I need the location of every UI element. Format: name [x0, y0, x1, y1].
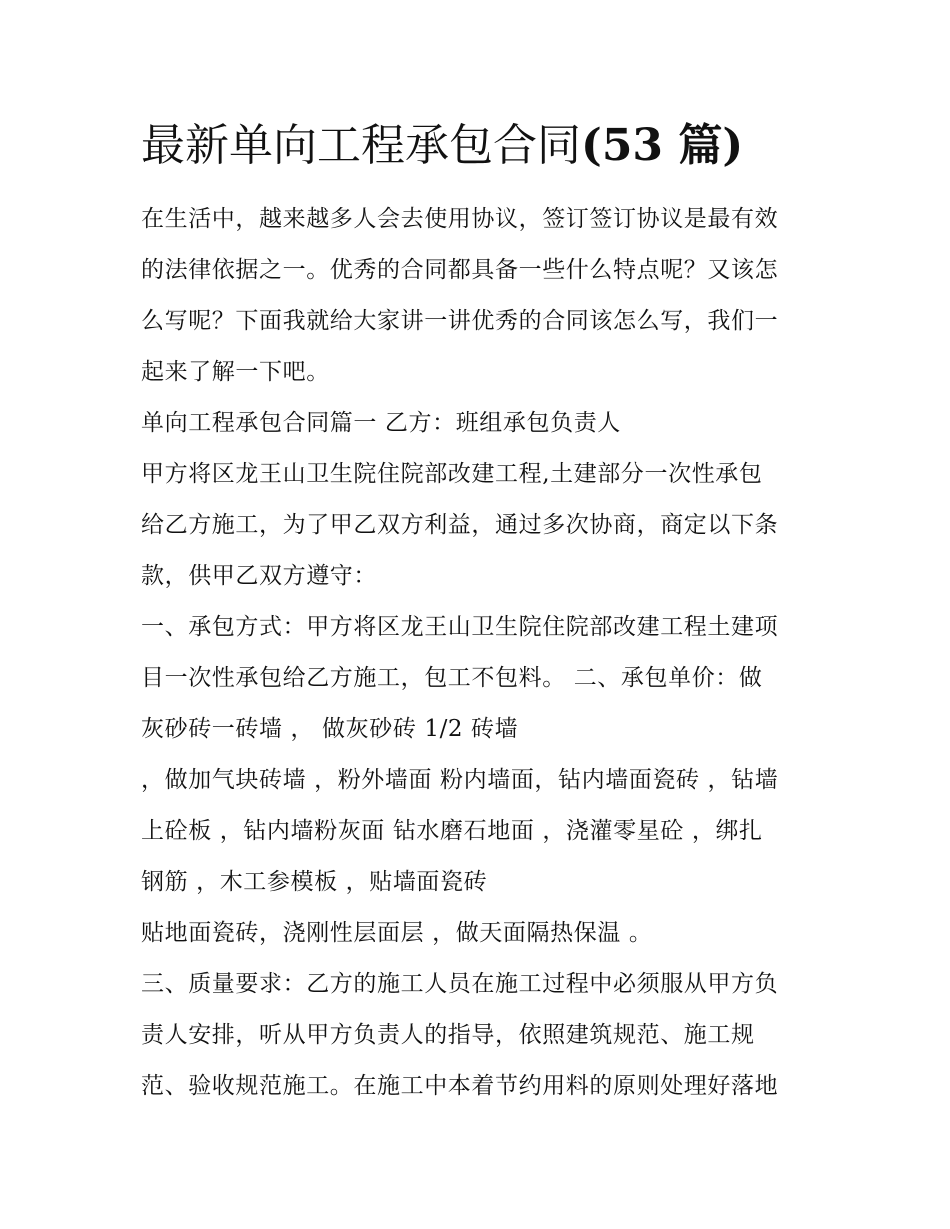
text-line: 目一次性承包给乙方施工，包工不包料。 二、承包单价：做 [141, 665, 763, 691]
text-line: 上砼板 ，钻内墙粉灰面 钻水磨石地面 ，浇灌零星砼 ，绑扎 [141, 818, 763, 844]
document-page [141, 112, 813, 1112]
text-line: 钢筋 ，木工参模板 ，贴墙面瓷砖 [141, 869, 488, 895]
text-line: ，做加气块砖墙 ，粉外墙面 粉内墙面，钻内墙面瓷砖 ，钻墙 [141, 767, 779, 793]
paragraph-section-heading [141, 398, 813, 449]
paragraph-price-items-cont [141, 908, 813, 959]
text-line: 在生活中，越来越多人会去使用协议，签订签订协议是最有效 [141, 206, 779, 232]
paragraph-preamble [141, 449, 813, 602]
text-line: 的法律依据之一。优秀的合同都具备一些什么特点呢？又该怎 [141, 257, 779, 283]
text-line: 三、质量要求：乙方的施工人员在施工过程中必须服从甲方负 [141, 971, 779, 997]
text-line: 一、承包方式：甲方将区龙王山卫生院住院部改建工程土建项 [141, 614, 779, 640]
paragraph-intro [141, 194, 813, 398]
title-suffix: (53 篇) [581, 120, 744, 171]
text-line: 起来了解一下吧。 [141, 359, 330, 385]
text-line: 贴地面瓷砖，浇刚性层面层 ，做天面隔热保温 。 [141, 920, 653, 946]
text-line: 给乙方施工，为了甲乙双方利益，通过多次协商，商定以下条 [141, 512, 779, 538]
text-line: 甲方将区龙王山卫生院住院部改建工程,土建部分一次性承包 [141, 461, 763, 487]
text-line: 款，供甲乙双方遵守： [141, 563, 377, 589]
text-line: 范、验收规范施工。在施工中本着节约用料的原则处理好落地 [141, 1073, 779, 1099]
text-line: 灰砂砖一砖墙 ， 做灰砂砖 1/2 砖墙 [141, 716, 519, 742]
paragraph-clause-3 [141, 959, 813, 1112]
text-line: 么写呢？下面我就给大家讲一讲优秀的合同该怎么写，我们一 [141, 308, 779, 334]
paragraph-clause-1-2 [141, 602, 813, 755]
paragraph-price-items [141, 755, 813, 908]
document-title [141, 112, 813, 180]
text-line: 单向工程承包合同篇一 乙方：班组承包负责人 [141, 410, 621, 436]
text-line: 责人安排，听从甲方负责人的指导，依照建筑规范、施工规 [141, 1022, 755, 1048]
title-main: 最新单向工程承包合同 [141, 120, 581, 171]
